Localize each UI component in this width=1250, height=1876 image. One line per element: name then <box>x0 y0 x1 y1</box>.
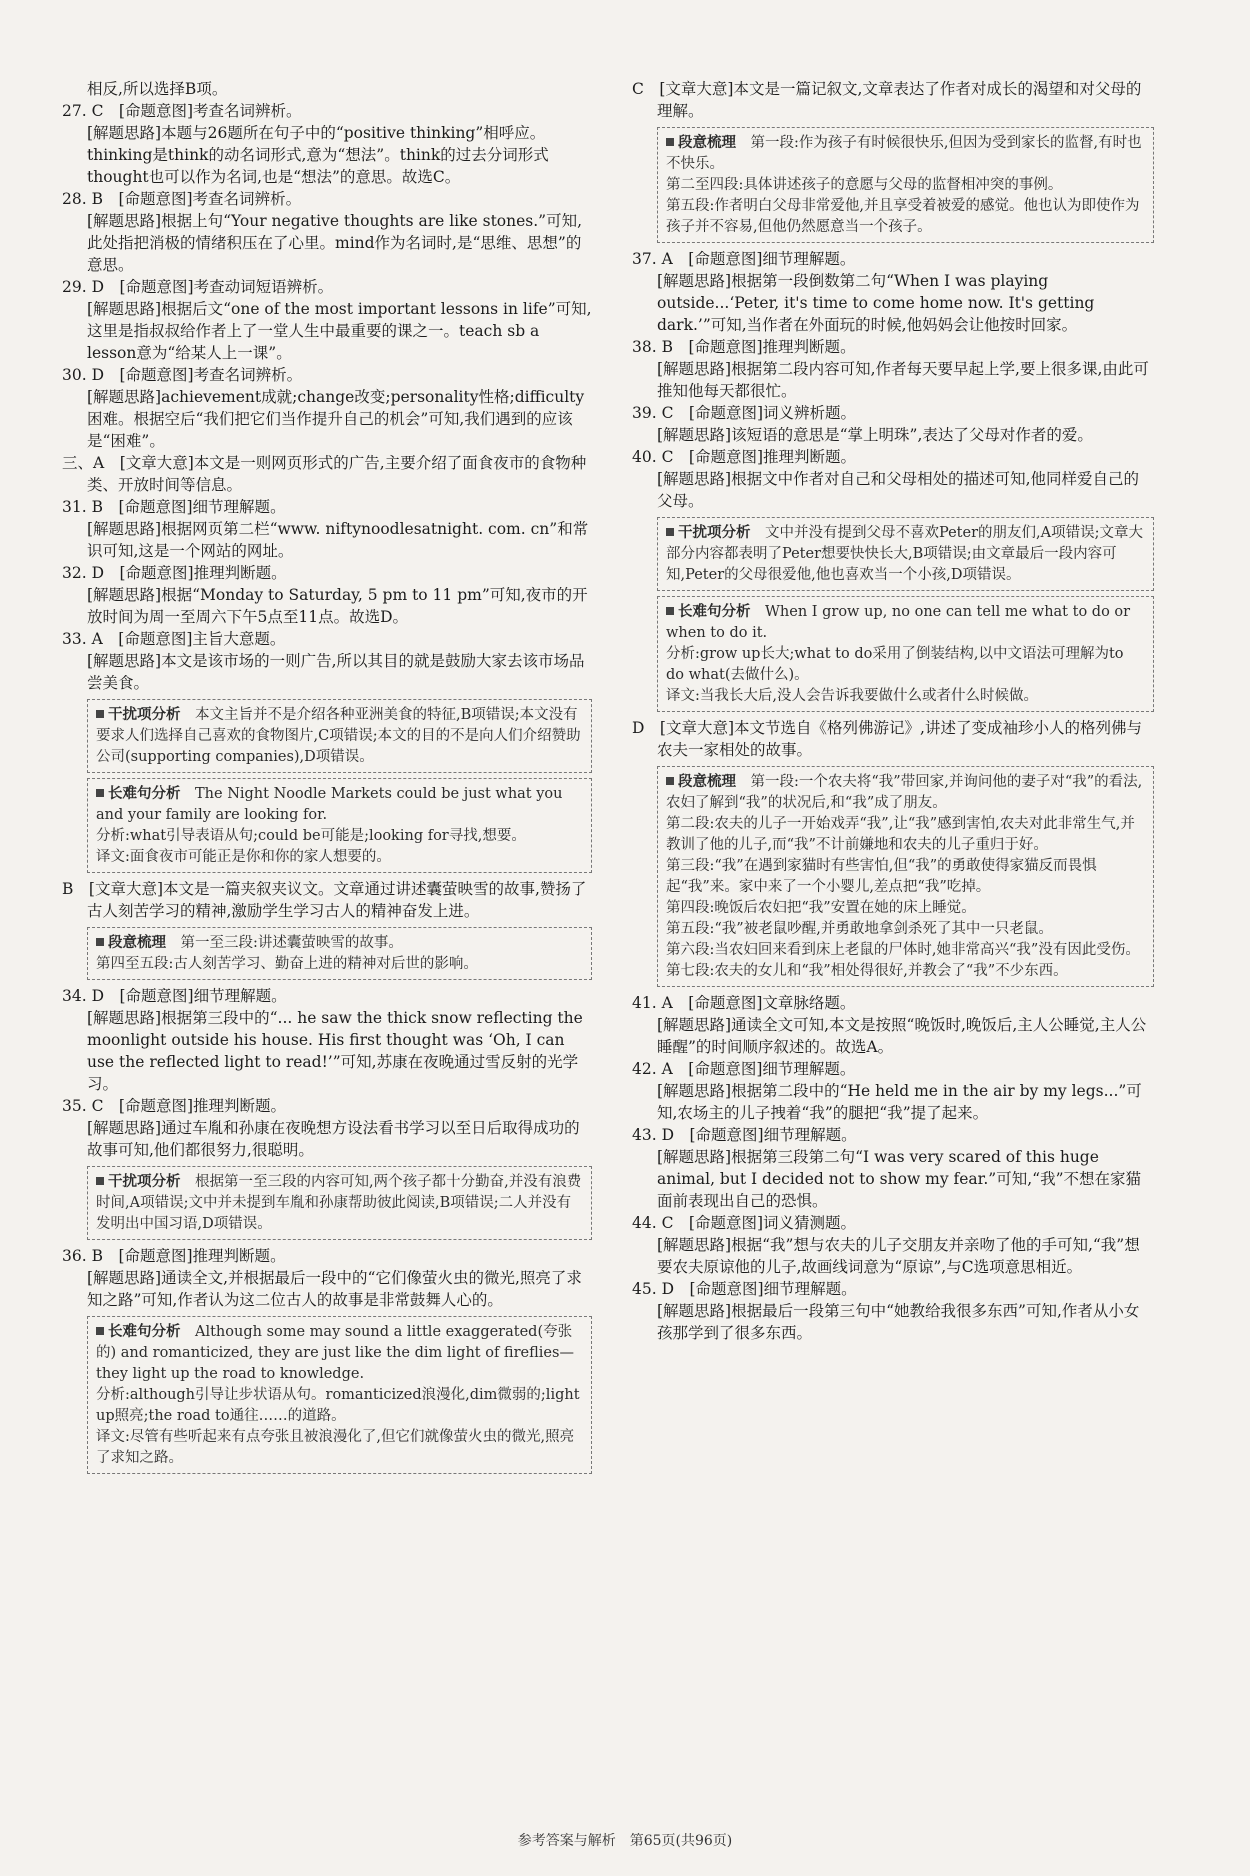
analysis-box-text: 第二段:农夫的儿子一开始戏弄“我”,让“我”感到害怕,农夫对此非常生气,并教训了他的儿子,而“我”不计前嫌地和农夫的儿子重归于好。 <box>666 816 1135 853</box>
analysis-box <box>657 596 1154 712</box>
analysis-box-text: 第五段:“我”被老鼠吵醒,并勇敢地拿剑杀死了其中一只老鼠。 <box>666 921 1053 937</box>
analysis-box-text: 第四至五段:古人刻苦学习、勤奋上进的精神对后世的影响。 <box>96 956 478 972</box>
answer-explanation: [解题思路]根据后文“one of the most important lessons in life”可知,这里是指叔叔给作者上了一堂人生中最重要的课之一。teach sb a lesson意为“给某人上一课”。 <box>87 300 592 362</box>
analysis-box-heading: 干扰项分析 <box>666 524 751 541</box>
answer-item: 31. B [命题意图]细节理解题。 <box>62 498 286 516</box>
analysis-box-heading: 段意梳理 <box>666 134 736 151</box>
analysis-box-heading: 干扰项分析 <box>96 706 181 723</box>
analysis-box-text: 第六段:当农妇回来看到床上老鼠的尸体时,她非常高兴“我”没有因此受伤。 <box>666 942 1140 958</box>
answer-item: 27. C [命题意图]考查名词辨析。 <box>62 102 302 120</box>
analysis-box <box>87 927 592 980</box>
answer-explanation: [解题思路]本文是该市场的一则广告,所以其目的就是鼓励大家去该市场品尝美食。 <box>87 652 585 692</box>
analysis-box-text: The Night Noodle Markets could be just what you and your family are looking for. <box>96 786 563 823</box>
answer-explanation: [解题思路]通过车胤和孙康在夜晚想方设法看书学习以至日后取得成功的故事可知,他们都很努力,很聪明。 <box>87 1119 580 1159</box>
analysis-box-text: 分析:what引导表语从句;could be可能是;looking for寻找,想要。 <box>96 828 526 844</box>
analysis-box-text: 第三段:“我”在遇到家猫时有些害怕,但“我”的勇敢使得家猫反而畏惧起“我”来。家中来了一个小婴儿,差点把“我”吃掉。 <box>666 858 1097 895</box>
answer-item: B [文章大意]本文是一篇夹叙夹议文。文章通过讲述囊萤映雪的故事,赞扬了古人刻苦学习的精神,激励学生学习古人的精神奋发上进。 <box>62 880 587 920</box>
answer-explanation: [解题思路]根据“Monday to Saturday, 5 pm to 11 pm”可知,夜市的开放时间为周一至周六下午5点至11点。故选D。 <box>87 586 588 626</box>
page-footer: 参考答案与解析 第65页(共96页) <box>517 1833 733 1849</box>
analysis-box-heading: 段意梳理 <box>666 773 736 790</box>
answer-item: 39. C [命题意图]词义辨析题。 <box>632 404 857 422</box>
answer-item: 43. D [命题意图]细节理解题。 <box>632 1126 857 1144</box>
analysis-box-text: 分析:grow up长大;what to do采用了倒装结构,以中文语法可理解为to do what(去做什么)。 <box>666 646 1124 683</box>
answer-explanation: 相反,所以选择B项。 <box>87 80 228 98</box>
analysis-box-heading: 干扰项分析 <box>96 1173 181 1190</box>
answer-item: 33. A [命题意图]主旨大意题。 <box>62 630 286 648</box>
answer-explanation: [解题思路]根据第三段第二句“I was very scared of this huge animal, but I decided not to show my fear.”可知,“我”不想在家猫面前表现出自己的恐惧。 <box>657 1148 1142 1210</box>
analysis-box-text: 分析:although引导让步状语从句。romanticized浪漫化,dim微弱的;light up照亮;the road to通往……的道路。 <box>96 1387 580 1424</box>
analysis-box <box>87 1316 592 1474</box>
answer-item: 三、A [文章大意]本文是一则网页形式的广告,主要介绍了面食夜市的食物种类、开放时间等信息。 <box>62 454 587 494</box>
analysis-box-text: 根据第一至三段的内容可知,两个孩子都十分勤奋,并没有浪费时间,A项错误;文中并未提到车胤和孙康帮助彼此阅读,B项错误;二人并没有发明出中国习语,D项错误。 <box>96 1174 582 1232</box>
answer-item: 45. D [命题意图]细节理解题。 <box>632 1280 857 1298</box>
answer-item: 30. D [命题意图]考查名词辨析。 <box>62 366 303 384</box>
analysis-box <box>657 766 1154 987</box>
answer-item: 40. C [命题意图]推理判断题。 <box>632 448 857 466</box>
answer-item: 37. A [命题意图]细节理解题。 <box>632 250 856 268</box>
answer-item: 35. C [命题意图]推理判断题。 <box>62 1097 287 1115</box>
answer-explanation: [解题思路]根据第二段中的“He held me in the air by my legs...”可知,农场主的儿子拽着“我”的腿把“我”提了起来。 <box>657 1082 1142 1122</box>
answer-item: 44. C [命题意图]词义猜测题。 <box>632 1214 857 1232</box>
analysis-box-heading: 长难句分析 <box>666 603 751 620</box>
answer-explanation: [解题思路]根据第三段中的“... he saw the thick snow reflecting the moonlight outside his house. His first thought was ‘Oh, I can use the reflected light to read!’”可知,苏康在夜晚通过雪反射的光学习。 <box>87 1009 583 1093</box>
analysis-box-heading: 长难句分析 <box>96 1323 181 1340</box>
answer-explanation: [解题思路]achievement成就;change改变;personality性格;difficulty困难。根据空后“我们把它们当作提升自己的机会”可知,我们遇到的应该是“困难”。 <box>87 388 585 450</box>
analysis-box <box>87 1166 592 1240</box>
answer-item: 36. B [命题意图]推理判断题。 <box>62 1247 286 1265</box>
analysis-box-text: 译文:面食夜市可能正是你和你的家人想要的。 <box>96 849 391 865</box>
answer-explanation: [解题思路]根据网页第二栏“www. niftynoodlesatnight. com. cn”和常识可知,这是一个网站的网址。 <box>87 520 589 560</box>
answer-explanation: [解题思路]通读全文可知,本文是按照“晚饭时,晚饭后,主人公睡觉,主人公睡醒”的时间顺序叙述的。故选A。 <box>657 1016 1147 1056</box>
analysis-box-text: 第五段:作者明白父母非常爱他,并且享受着被爱的感觉。他也认为即使作为孩子并不容易,但他仍然愿意当一个孩子。 <box>666 198 1140 235</box>
analysis-box <box>87 778 592 873</box>
answer-explanation: [解题思路]本题与26题所在句子中的“positive thinking”相呼应。thinking是think的动名词形式,意为“想法”。think的过去分词形式thought也可以作为名词,也是“想法”的意思。故选C。 <box>87 124 549 186</box>
answer-explanation: [解题思路]通读全文,并根据最后一段中的“它们像萤火虫的微光,照亮了求知之路”可知,作者认为这二位古人的故事是非常鼓舞人心的。 <box>87 1269 582 1309</box>
answer-explanation: [解题思路]根据文中作者对自己和父母相处的描述可知,他同样爱自己的父母。 <box>657 470 1140 510</box>
answer-explanation: [解题思路]根据最后一段第三句中“她教给我很多东西”可知,作者从小女孩那学到了很多东西。 <box>657 1302 1140 1342</box>
answer-explanation: [解题思路]根据上句“Your negative thoughts are like stones.”可知,此处指把消极的情绪积压在了心里。mind作为名词时,是“思维、思想”的意思。 <box>87 212 583 274</box>
answer-item: 41. A [命题意图]文章脉络题。 <box>632 994 856 1012</box>
analysis-box-text: 本文主旨并不是介绍各种亚洲美食的特征,B项错误;本文没有要求人们选择自己喜欢的食物图片,C项错误;本文的目的不是向人们介绍赞助公司(supporting companies),D项错误。 <box>96 707 581 765</box>
analysis-box-text: Although some may sound a little exaggerated(夸张的) and romanticized, they are just like the dim light of fireflies—they light up the road to knowledge. <box>96 1324 574 1382</box>
answer-explanation: [解题思路]根据第一段倒数第二句“When I was playing outside...‘Peter, it's time to come home now. It's getting dark.’”可知,当作者在外面玩的时候,他妈妈会让他按时回家。 <box>657 272 1095 334</box>
answer-item: D [文章大意]本文节选自《格列佛游记》,讲述了变成袖珍小人的格列佛与农夫一家相处的故事。 <box>632 719 1142 759</box>
analysis-box-text: 第一段:作为孩子有时候很快乐,但因为受到家长的监督,有时也不快乐。 <box>666 135 1142 172</box>
answer-item: C [文章大意]本文是一篇记叙文,文章表达了作者对成长的渴望和对父母的理解。 <box>632 80 1142 120</box>
analysis-box-text: 第一段:一个农夫将“我”带回家,并询问他的妻子对“我”的看法,农妇了解到“我”的状况后,和“我”成了朋友。 <box>666 774 1143 811</box>
right-column <box>632 78 1154 1344</box>
analysis-box-text: 译文:当我长大后,没人会告诉我要做什么或者什么时候做。 <box>666 688 1038 704</box>
answer-item: 42. A [命题意图]细节理解题。 <box>632 1060 856 1078</box>
analysis-box-text: 第七段:农夫的女儿和“我”相处得很好,并教会了“我”不少东西。 <box>666 963 1068 979</box>
analysis-box <box>657 127 1154 243</box>
analysis-box-text: 第四段:晚饭后农妇把“我”安置在她的床上睡觉。 <box>666 900 976 916</box>
analysis-box <box>87 699 592 773</box>
left-column <box>62 78 592 1479</box>
answer-item: 38. B [命题意图]推理判断题。 <box>632 338 856 356</box>
analysis-box-text: 第一至三段:讲述囊萤映雪的故事。 <box>180 935 403 951</box>
answer-item: 28. B [命题意图]考查名词辨析。 <box>62 190 302 208</box>
analysis-box-text: 文中并没有提到父母不喜欢Peter的朋友们,A项错误;文章大部分内容都表明了Peter想要快快长大,B项错误;由文章最后一段内容可知,Peter的父母很爱他,他也喜欢当一个小孩,D项错误。 <box>666 525 1143 583</box>
answer-explanation: [解题思路]根据第二段内容可知,作者每天要早起上学,要上很多课,由此可推知他每天都很忙。 <box>657 360 1149 400</box>
analysis-box-heading: 段意梳理 <box>96 934 166 951</box>
answer-item: 29. D [命题意图]考查动词短语辨析。 <box>62 278 334 296</box>
answer-item: 32. D [命题意图]推理判断题。 <box>62 564 287 582</box>
answer-explanation: [解题思路]该短语的意思是“掌上明珠”,表达了父母对作者的爱。 <box>657 426 1093 444</box>
answer-item: 34. D [命题意图]细节理解题。 <box>62 987 287 1005</box>
analysis-box-text: 译文:尽管有些听起来有点夸张且被浪漫化了,但它们就像萤火虫的微光,照亮了求知之路。 <box>96 1429 575 1466</box>
analysis-box <box>657 517 1154 591</box>
analysis-box-text: When I grow up, no one can tell me what to do or when to do it. <box>666 604 1131 641</box>
analysis-box-heading: 长难句分析 <box>96 785 181 802</box>
analysis-box-text: 第二至四段:具体讲述孩子的意愿与父母的监督相冲突的事例。 <box>666 177 1063 193</box>
answer-explanation: [解题思路]根据“我”想与农夫的儿子交朋友并亲吻了他的手可知,“我”想要农夫原谅他的儿子,故画线词意为“原谅”,与C选项意思相近。 <box>657 1236 1140 1276</box>
